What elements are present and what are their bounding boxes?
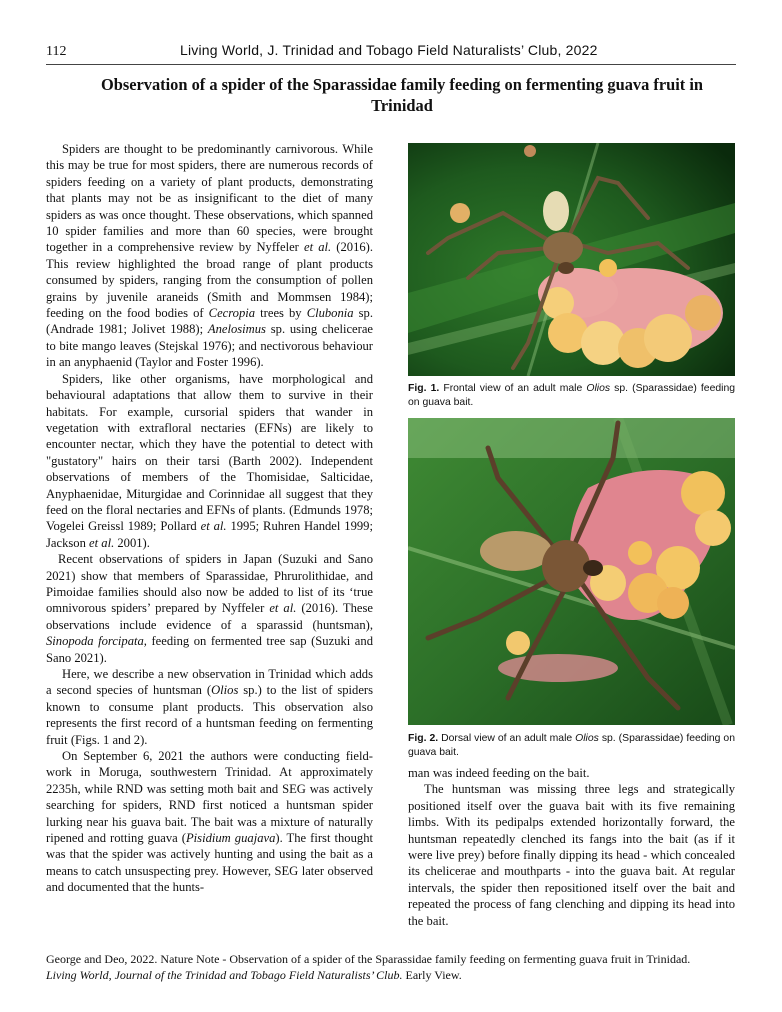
- left-column: [46, 141, 373, 896]
- paragraph-4: Here, we describe a new observation in Trinidad which adds a second species of huntsman (Olios sp.) to the list of spiders known to consume plant products. This observation also represents the first record of a huntsman feeding on fermenting fruit (Figs. 1 and 2).: [46, 667, 374, 747]
- header-rule: [46, 64, 736, 65]
- right-column: [408, 765, 735, 929]
- article-title: Observation of a spider of the Sparassidae family feeding on fermenting guava fruit in Trinidad: [100, 75, 704, 115]
- paragraph-1: Spiders are thought to be predominantly carnivorous. While this may be true for most spiders, there are numerous records of spiders feeding on a variety of plant products, demonstrating that plants may not be as insignificant to the diet of many spiders as was once thought. These observations, which spanned 10 spider families and more than 60 species, were brought together in a comprehensive review by Nyffeler et al. (2016). This review highlighted the broad range of plant products consumed by spiders, ranging from the consumption of pollen grains by juvenile araneids (Smith and Mommsen 1984); feeding on the food bodies of Cecropia trees by Clubonia sp. (Andrade 1981; Jolivet 1988); Anelosimus sp. using chelicerae to bite mango leaves (Stejskal 1976); and nectivorous behaviour in an anyphaenid (Taylor and Foster 1996).: [46, 142, 374, 370]
- running-head: Living World, J. Trinidad and Tobago Field Naturalists’ Club, 2022: [180, 42, 598, 58]
- figure-1-caption: Fig. 1. Frontal view of an adult male Olios sp. (Sparassidae) feeding on guava bait.: [408, 383, 735, 408]
- paragraph-continuation: man was indeed feeding on the bait.: [408, 766, 590, 780]
- page-number: 112: [46, 44, 67, 59]
- footer-citation: [46, 952, 738, 983]
- figure-1-photo: [408, 143, 735, 376]
- paragraph-5: On September 6, 2021 the authors were conducting field-work in Moruga, southwestern Trinidad. At approximately 2235h, while RND was setting moth bait and SEG was actively searching for spiders, RND first noticed a huntsman spider lurking near his guava bait. The bait was a mixture of naturally ripened and rotting guava (Pisidium guajava). The first thought was that the spider was actively hunting and using the bait as a means to catch unsuspecting prey. However, SEG later observed and documented that the hunts-: [46, 749, 373, 895]
- paragraph-6: The huntsman was missing three legs and strategically positioned itself over the guava bait with its five remaining limbs. With its pedipalps extended horizontally forward, the huntsman repeatedly clenched its fangs into the bait (as if it were live prey) before finally dipping its head - which concealed its chelicerae and mouthparts - into the guava bait. At regular intervals, the spider then repositioned itself over the bait and repeated the process of fang clenching and dipping its head into the bait.: [408, 782, 735, 928]
- paragraph-2: Spiders, like other organisms, have morphological and behavioural adaptations that allow them to survive in their habitats. For example, cursorial spiders that wander in vegetation with extrafloral nectaries (EFNs) are likely to encounter nectar, which they have the potential to detect with "gustatory" hairs on their tarsi (Barth 2002). Independent observations of members of the Thomisidae, Salticidae, Anyphaenidae, Miturgidae and Corinnidae all suggest that they feed on the floral nectaries and EFNs of plants. (Edmunds 1978; Vogelei Greissl 1989; Pollard et al. 1995; Ruhren Handel 1999; Jackson et al. 2001).: [46, 371, 373, 550]
- figure-2-caption: Fig. 2. Dorsal view of an adult male Olios sp. (Sparassidae) feeding on guava bait.: [408, 733, 735, 758]
- footer-citation-line: George and Deo, 2022. Nature Note - Observation of a spider of the Sparassidae family feeding on fermenting guava fruit in Trinidad.: [46, 952, 691, 966]
- figure-2-photo: [408, 418, 735, 725]
- paragraph-3: Recent observations of spiders in Japan (Suzuki and Sano 2021) show that members of Sparassidae, Phrurolithidae, and Pimoidae families should also now be added to list of its ‘true omnivorous spiders’ prepared by Nyffeler et al. (2016). These observations include evidence of a sparassid (huntsman), Sinopoda forcipata, feeding on fermented tree sap (Suzuki and Sano 2021).: [46, 552, 373, 665]
- footer-journal-line: Living World, Journal of the Trinidad and Tobago Field Naturalists’ Club. Early View.: [46, 967, 462, 982]
